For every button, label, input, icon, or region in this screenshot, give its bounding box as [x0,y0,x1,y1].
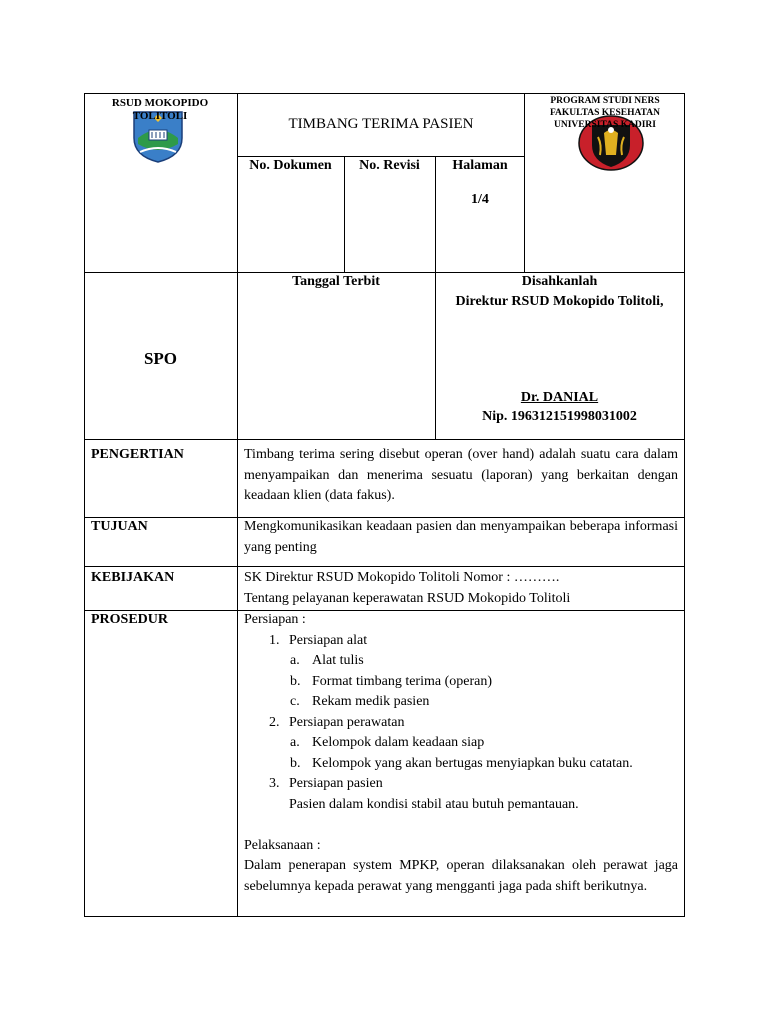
prosedur-content [244,610,678,897]
item-number: 2. [269,714,280,730]
document-title: TIMBANG TERIMA PASIEN [288,116,474,132]
sub-letter: c. [290,694,300,709]
list-item [290,754,678,775]
list-item [290,692,678,713]
list-item [290,672,678,693]
item-text: Persiapan perawatan [289,714,405,730]
revision-label: No. Revisi [359,158,420,173]
item-number: 3. [269,776,280,791]
list-item [269,774,678,815]
border-right [684,93,685,917]
director-name [435,390,684,406]
sub-letter: b. [290,673,301,689]
approved-label: Disahkanlah [521,274,598,289]
border-left [84,93,85,917]
border-top [84,93,685,94]
list-item [269,713,678,775]
tujuan-text: Mengkomunikasikan keadaan pasien dan menyampaikan beberapa informasi yang penting [244,519,678,555]
sub-text: Rekam medik pasien [312,694,430,709]
tujuan-label: TUJUAN [91,519,148,534]
border-header-sub [237,156,525,157]
sub-letter: b. [290,755,301,771]
pengertian-label: PENGERTIAN [91,447,184,462]
item-text: Persiapan alat [289,632,368,648]
director-nip: Nip. 196312151998031002 [482,409,637,424]
border-row-pengertian-top [84,439,685,440]
page-value: 1/4 [471,192,489,207]
persiapan-list [244,631,678,816]
persiapan-title: Persiapan : [244,612,306,627]
sub-text: Format timbang terima (operan) [312,673,492,689]
kebijakan-line1: SK Direktur RSUD Mokopido Tolitoli Nomor : ………. [244,570,560,585]
sub-letter: a. [290,653,300,668]
program-name: PROGRAM STUDI NERS FAKULTAS KESEHATAN UNIVERSITAS KADIRI [549,96,661,130]
sub-text: Kelompok dalam keadaan siap [312,735,485,750]
director-title: Direktur RSUD Mokopido Tolitoli, [455,294,664,309]
list-item [290,651,678,672]
pelaksanaan-title: Pelaksanaan : [244,837,321,853]
page-label: Halaman [452,158,508,173]
kebijakan-label: KEBIJAKAN [91,570,175,585]
border-bottom [84,916,685,917]
kebijakan-line2: Tentang pelayanan keperawatan RSUD Mokopido Tolitoli [244,591,571,606]
list-item [269,631,678,713]
spo-label: SPO [143,349,178,368]
sub-text: Kelompok yang akan bertugas menyiapkan buku catatan. [312,755,633,771]
sub-letter: a. [290,735,300,750]
prosedur-label: PROSEDUR [91,612,169,627]
issue-date-label: Tanggal Terbit [292,274,380,289]
doc-number-label: No. Dokumen [249,158,332,173]
border-row-kebijakan-top [84,566,685,567]
border-col-main [237,93,238,917]
hospital-name: RSUD MOKOPIDO TOLITOLI [111,97,209,122]
item-note: Pasien dalam kondisi stabil atau butuh pemantauan. [289,796,579,812]
sub-list [289,733,678,774]
item-number: 1. [269,632,280,648]
sub-list [289,651,678,713]
director-name-text: Dr. DANIAL [520,390,599,405]
sub-text: Alat tulis [312,653,364,668]
pelaksanaan-text: Dalam penerapan system MPKP, operan dilaksanakan oleh perawat jaga sebelumnya kepada perawat yang mengganti jaga pada shift berikutnya. [244,858,678,894]
item-text: Persiapan pasien [289,776,383,791]
border-row-approval-top [84,272,685,273]
pengertian-text: Timbang terima sering disebut operan (over hand) adalah suatu cara dalam menyampaikan dan menerima sesuatu (laporan) yang berkaitan dengan keadaan klien (data fakus). [244,447,678,503]
list-item [290,733,678,754]
